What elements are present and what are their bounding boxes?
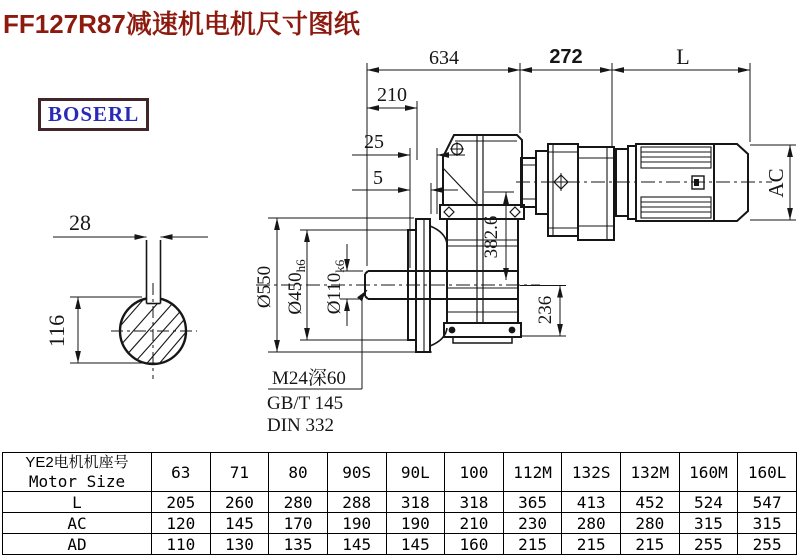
- table-cell: 120: [152, 513, 211, 534]
- table-cell: 288: [327, 492, 386, 513]
- adapter-stage-outline: [521, 144, 614, 240]
- tap-note-label: M24深60: [272, 368, 346, 389]
- row-label: L: [3, 492, 152, 513]
- motor-size-col: 63: [152, 453, 211, 492]
- row-label: AC: [3, 513, 152, 534]
- dim-label-5: 5: [373, 167, 383, 189]
- table-cell: 260: [210, 492, 269, 513]
- table-cell: 190: [386, 513, 445, 534]
- table-cell: 280: [562, 513, 621, 534]
- dim-label-210: 210: [377, 84, 407, 106]
- dim-label-272: 272: [549, 46, 583, 68]
- table-cell: 160: [445, 534, 504, 555]
- motor-size-col: 71: [210, 453, 269, 492]
- table-cell: 318: [386, 492, 445, 513]
- dim-label-236: 236: [535, 295, 556, 325]
- dim-label-bore-dia: $Ø110_{k6}$: [324, 259, 347, 315]
- dim-label-AC: AC: [764, 168, 788, 198]
- motor-size-col: 160L: [738, 453, 797, 492]
- motor-size-col: 132M: [621, 453, 680, 492]
- table-cell: 145: [386, 534, 445, 555]
- table-row: [3, 492, 797, 513]
- dim-label-L: L: [676, 44, 690, 69]
- table-cell: 255: [738, 534, 797, 555]
- motor-size-col: 160M: [679, 453, 738, 492]
- table-cell: 215: [503, 534, 562, 555]
- table-cell: 205: [152, 492, 211, 513]
- table-cell: 190: [327, 513, 386, 534]
- dim-label-25: 25: [364, 131, 384, 153]
- table-cell: 210: [445, 513, 504, 534]
- motor-size-col: 132S: [562, 453, 621, 492]
- table-cell: 547: [738, 492, 797, 513]
- motor-size-header-cn: YE2电机机座号: [25, 453, 129, 471]
- table-cell: 255: [679, 534, 738, 555]
- page-title: FF127R87减速机电机尺寸图纸: [3, 9, 360, 39]
- table-cell: 110: [152, 534, 211, 555]
- motor-size-header-en: Motor Size: [28, 471, 126, 491]
- dim-label-116: 116: [44, 314, 69, 348]
- table-cell: 145: [210, 513, 269, 534]
- table-cell: 280: [621, 513, 680, 534]
- table-cell: 130: [210, 534, 269, 555]
- table-cell: 135: [269, 534, 328, 555]
- motor-size-col: 100: [445, 453, 504, 492]
- row-label: AD: [3, 534, 152, 555]
- table-cell: 215: [562, 534, 621, 555]
- table-cell: 315: [738, 513, 797, 534]
- brand-logo: [38, 98, 149, 131]
- motor-size-header: [3, 453, 152, 492]
- table-row: [3, 513, 797, 534]
- standard-din-label: DIN 332: [267, 415, 335, 436]
- table-cell: 365: [503, 492, 562, 513]
- dim-label-28: 28: [69, 210, 91, 235]
- motor-size-col: 90S: [327, 453, 386, 492]
- table-cell: 170: [269, 513, 328, 534]
- dimension-table: [2, 452, 797, 555]
- dim-label-634: 634: [429, 47, 459, 69]
- shaft-section-view: [72, 240, 230, 405]
- standard-gbt-label: GB/T 145: [267, 393, 344, 414]
- table-cell: 413: [562, 492, 621, 513]
- shaft-section-dims: [53, 237, 208, 363]
- table-cell: 315: [679, 513, 738, 534]
- brand-logo-text: BOSERL: [48, 102, 140, 126]
- dim-label-spigot-dia: $Ø450_{h6}$: [285, 259, 308, 315]
- dimension-table-body: [3, 453, 797, 555]
- table-cell: 280: [269, 492, 328, 513]
- motor-size-col: 90L: [386, 453, 445, 492]
- table-cell: 452: [621, 492, 680, 513]
- table-cell: 230: [503, 513, 562, 534]
- table-cell: 524: [679, 492, 738, 513]
- dim-label-flange-dia: Ø550: [254, 265, 275, 309]
- table-cell: 215: [621, 534, 680, 555]
- dim-label-382-6: 382.6: [481, 215, 502, 259]
- motor-size-col: 112M: [503, 453, 562, 492]
- dimension-lines: [268, 63, 796, 389]
- table-row: [3, 534, 797, 555]
- motor-size-col: 80: [269, 453, 328, 492]
- table-cell: 318: [445, 492, 504, 513]
- table-cell: 145: [327, 534, 386, 555]
